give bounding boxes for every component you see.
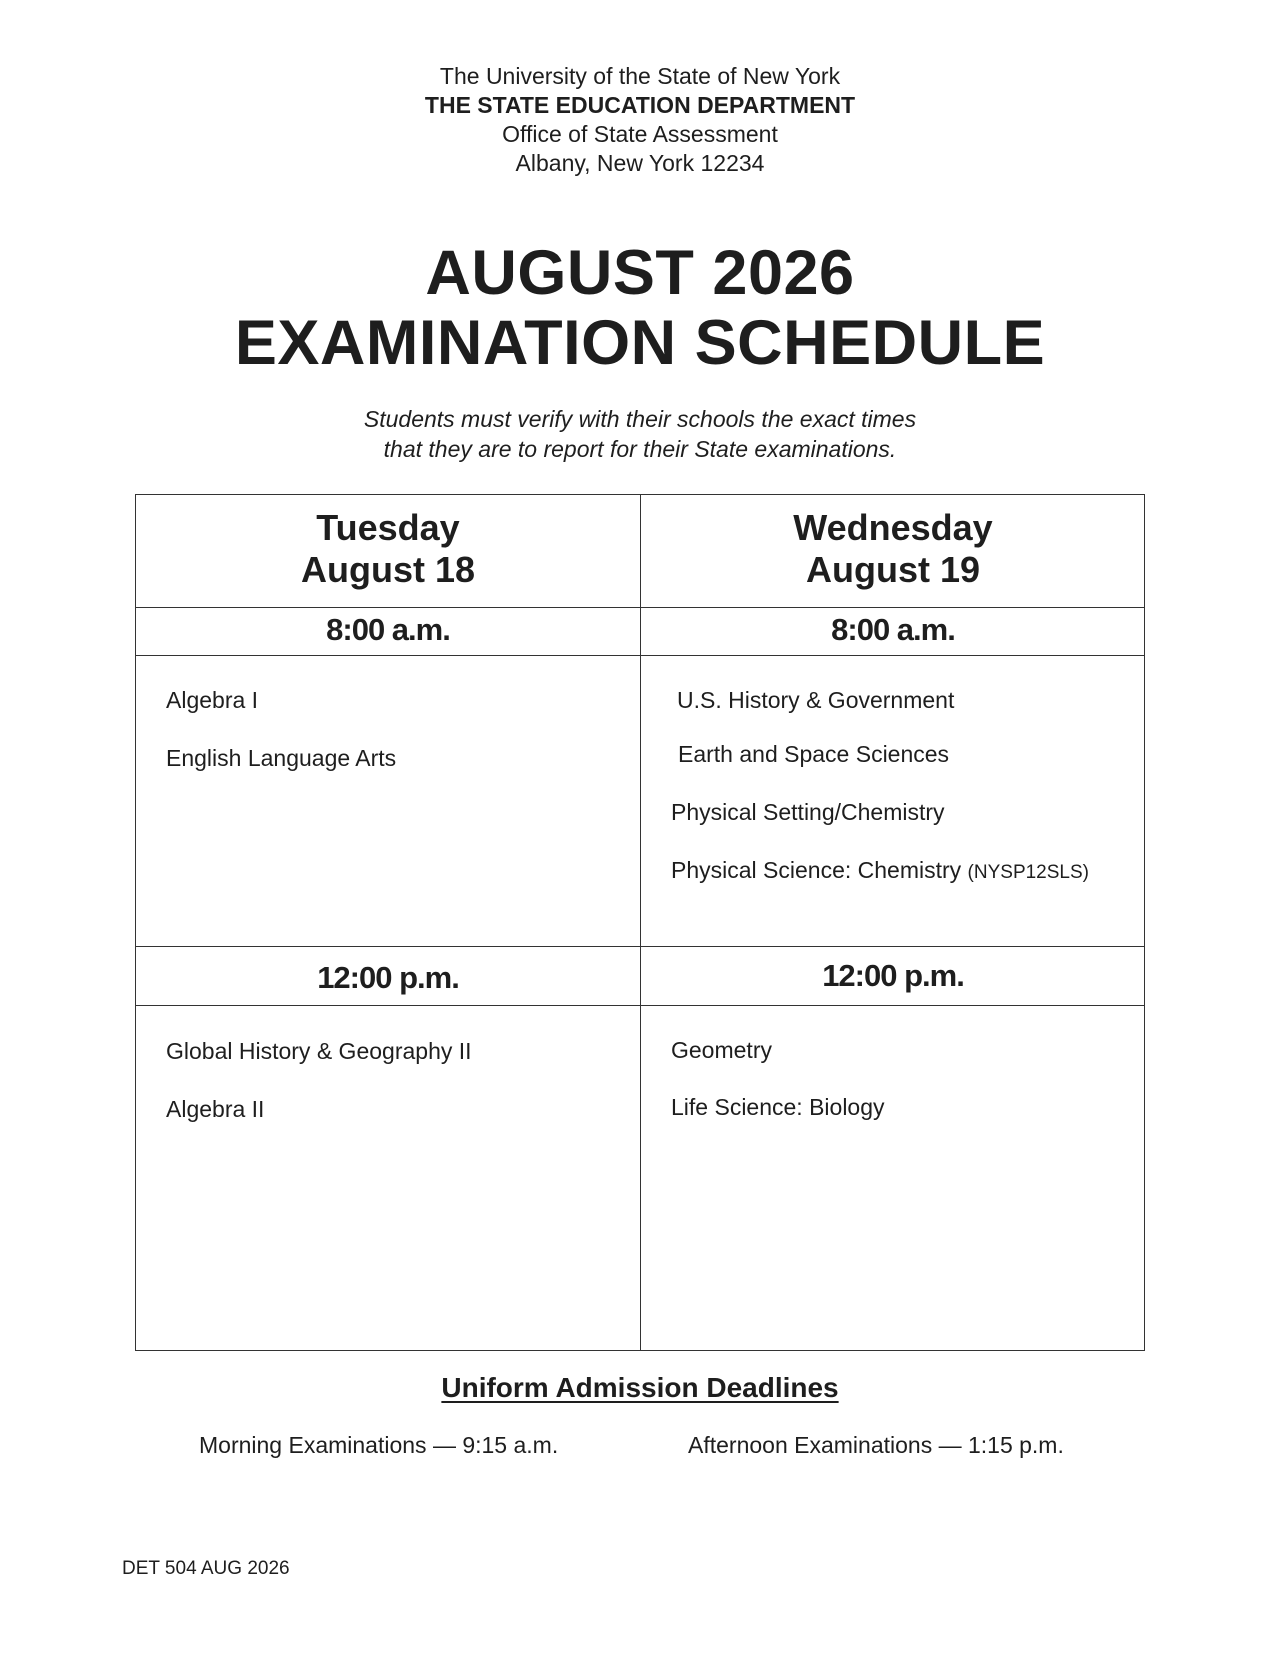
exam-item: U.S. History & Government xyxy=(677,687,955,713)
notice-line-2: that they are to report for their State examinations. xyxy=(383,436,897,462)
day-date: August 18 xyxy=(300,549,476,590)
day-heading xyxy=(641,507,1145,591)
university-name: The University of the State of New York xyxy=(439,63,841,89)
morning-time-label: 8:00 a.m. xyxy=(326,612,450,647)
day-date: August 19 xyxy=(805,549,981,590)
agency-header xyxy=(0,62,1280,178)
day-heading xyxy=(136,507,640,591)
office-address: Albany, New York 12234 xyxy=(515,150,765,176)
exam-item: Global History & Geography II xyxy=(166,1038,472,1064)
notice-line-1: Students must verify with their schools the exact times xyxy=(363,406,917,432)
office-name: Office of State Assessment xyxy=(502,121,778,147)
morning-time-label: 8:00 a.m. xyxy=(831,612,955,647)
day-weekday: Tuesday xyxy=(316,507,460,548)
day-column-wednesday xyxy=(641,495,1145,1350)
exam-name: Physical Science: Chemistry xyxy=(671,857,962,883)
afternoon-time-label: 12:00 p.m. xyxy=(822,958,964,993)
day-column-tuesday xyxy=(136,495,640,1350)
exam-item: Algebra I xyxy=(166,687,259,713)
exam-item: Earth and Space Sciences xyxy=(678,741,950,767)
exam-item: English Language Arts xyxy=(166,745,397,771)
department-name: THE STATE EDUCATION DEPARTMENT xyxy=(424,92,856,118)
schedule-table xyxy=(135,494,1145,1351)
exam-item: Physical Setting/Chemistry xyxy=(671,799,945,825)
day-weekday: Wednesday xyxy=(793,507,993,548)
title-month-year: AUGUST 2026 xyxy=(425,238,855,308)
morning-deadline: Morning Examinations — 9:15 a.m. xyxy=(199,1432,559,1458)
exam-item xyxy=(671,857,1089,884)
page-title xyxy=(0,238,1280,378)
form-code: DET 504 AUG 2026 xyxy=(122,1558,290,1579)
exam-item: Geometry xyxy=(671,1037,772,1063)
exam-code: (NYSP12SLS) xyxy=(967,862,1089,883)
exam-item: Algebra II xyxy=(166,1096,265,1122)
afternoon-time-label: 12:00 p.m. xyxy=(317,960,459,995)
afternoon-deadline: Afternoon Examinations — 1:15 p.m. xyxy=(688,1432,1064,1458)
verification-notice xyxy=(0,404,1280,464)
exam-item: Life Science: Biology xyxy=(671,1094,885,1120)
title-schedule: EXAMINATION SCHEDULE xyxy=(234,308,1046,378)
admission-deadlines-heading: Uniform Admission Deadlines xyxy=(441,1372,839,1403)
